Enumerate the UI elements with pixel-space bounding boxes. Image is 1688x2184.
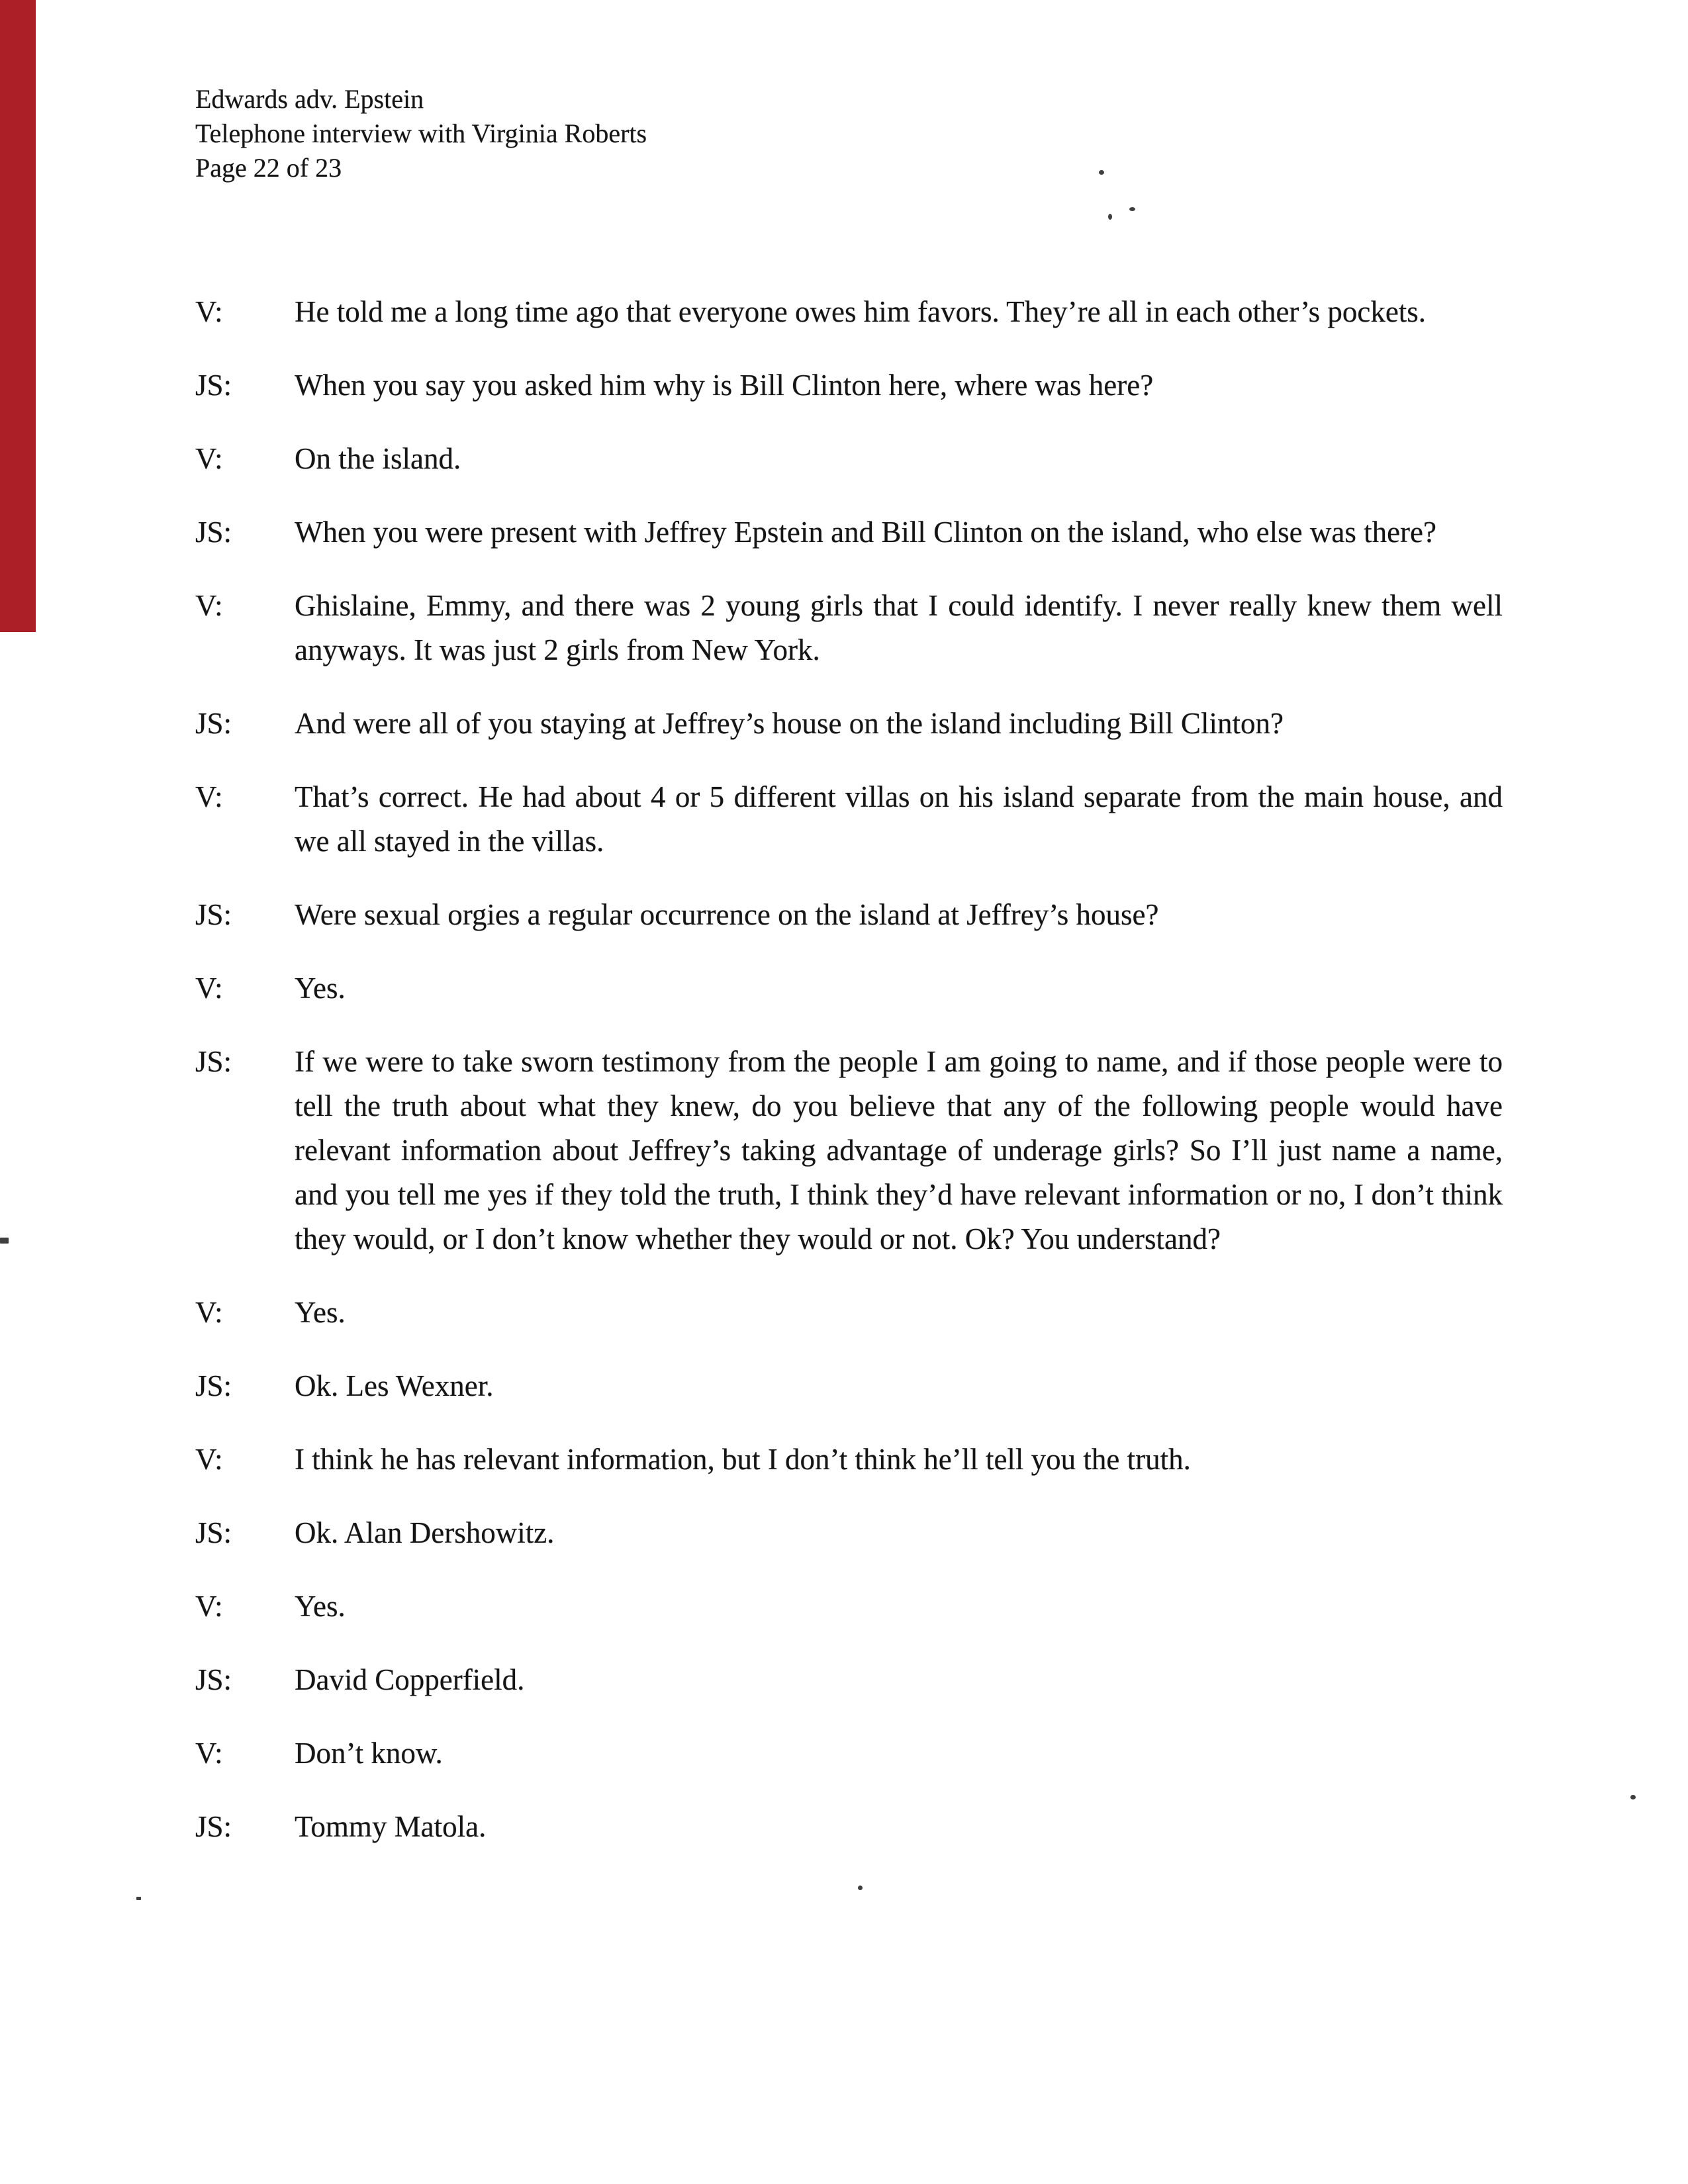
scan-speck (1099, 170, 1104, 175)
dialogue-text: Yes. (295, 1590, 346, 1623)
speaker-label: JS: (195, 1369, 232, 1402)
dialogue-turn (195, 702, 1506, 746)
speaker-label: V: (195, 972, 223, 1005)
dialogue-turn (195, 1805, 1506, 1849)
dialogue-text: Yes. (295, 972, 346, 1005)
dialogue-text: And were all of you staying at Jeffrey’s house on the island including Bill Clinton? (295, 707, 1284, 740)
dialogue-text: Ok. Alan Dershowitz. (295, 1516, 555, 1549)
dialogue-text: David Copperfield. (295, 1663, 525, 1696)
scan-speck (1108, 214, 1112, 220)
scan-speck (0, 1238, 9, 1244)
dialogue-turn (195, 363, 1506, 408)
dialogue-text: I think he has relevant information, but I don’t think he’ll tell you the truth. (295, 1443, 1191, 1476)
scan-speck (136, 1897, 141, 1900)
speaker-label: JS: (195, 1810, 232, 1843)
speaker-label: V: (195, 1296, 223, 1329)
dialogue-text: Yes. (295, 1296, 346, 1329)
dialogue-turn (195, 1511, 1506, 1555)
header-case-title: Edwards adv. Epstein (195, 84, 424, 114)
transcript (195, 290, 1506, 1878)
dialogue-turn (195, 1437, 1506, 1482)
scan-speck (1129, 207, 1135, 211)
header-subtitle: Telephone interview with Virginia Roberts (195, 118, 647, 148)
dialogue-text: When you say you asked him why is Bill Clinton here, where was here? (295, 369, 1154, 402)
speaker-label: JS: (195, 1045, 232, 1078)
speaker-label: V: (195, 1590, 223, 1623)
speaker-label: JS: (195, 707, 232, 740)
speaker-label: JS: (195, 516, 232, 549)
header-page-number: Page 22 of 23 (195, 153, 342, 183)
speaker-label: V: (195, 442, 223, 475)
dialogue-turn (195, 584, 1506, 672)
dialogue-text: Were sexual orgies a regular occurrence on the island at Jeffrey’s house? (295, 898, 1159, 931)
dialogue-turn (195, 966, 1506, 1011)
dialogue-text: He told me a long time ago that everyone owes him favors. They’re all in each other’s pockets. (295, 295, 1427, 328)
dialogue-turn (195, 1584, 1506, 1629)
speaker-label: V: (195, 1443, 223, 1476)
dialogue-turn (195, 893, 1506, 937)
dialogue-turn (195, 510, 1506, 555)
dialogue-text: If we were to take sworn testimony from the people I am going to name, and if those people were to tell the truth about what they knew, do you believe that any of the following people would have relevant information about Jeffrey’s taking advantage of underage girls? So I’ll just name a name, and you tell me yes if they told the truth, I think they’d have relevant information or no, I don’t think they would, or I don’t know whether they would or not. Ok? You understand? (295, 1045, 1503, 1255)
scan-speck (1630, 1795, 1636, 1799)
speaker-label: JS: (195, 898, 232, 931)
scan-edge-red-bar (0, 0, 36, 632)
speaker-label: JS: (195, 1516, 232, 1549)
speaker-label: JS: (195, 369, 232, 402)
dialogue-text: Don’t know. (295, 1737, 443, 1770)
dialogue-turn (195, 437, 1506, 481)
dialogue-text: When you were present with Jeffrey Epstein and Bill Clinton on the island, who else was there? (295, 516, 1436, 549)
dialogue-turn (195, 290, 1506, 334)
dialogue-turn (195, 1658, 1506, 1702)
dialogue-text: Tommy Matola. (295, 1810, 487, 1843)
speaker-label: V: (195, 1737, 223, 1770)
dialogue-turn (195, 1731, 1506, 1776)
speaker-label: V: (195, 589, 223, 622)
dialogue-turn (195, 1364, 1506, 1408)
document-header (195, 82, 647, 185)
speaker-label: JS: (195, 1663, 232, 1696)
dialogue-turn (195, 1291, 1506, 1335)
dialogue-turn (195, 1040, 1506, 1261)
speaker-label: V: (195, 295, 223, 328)
dialogue-turn (195, 775, 1506, 864)
dialogue-text: Ok. Les Wexner. (295, 1369, 494, 1402)
dialogue-text: That’s correct. He had about 4 or 5 different villas on his island separate from the main house, and we all stayed in the villas. (295, 780, 1503, 858)
speaker-label: V: (195, 780, 223, 813)
dialogue-text: Ghislaine, Emmy, and there was 2 young girls that I could identify. I never really knew them well anyways. It was just 2 girls from New York. (295, 589, 1503, 666)
scan-speck (858, 1886, 863, 1890)
dialogue-text: On the island. (295, 442, 461, 475)
